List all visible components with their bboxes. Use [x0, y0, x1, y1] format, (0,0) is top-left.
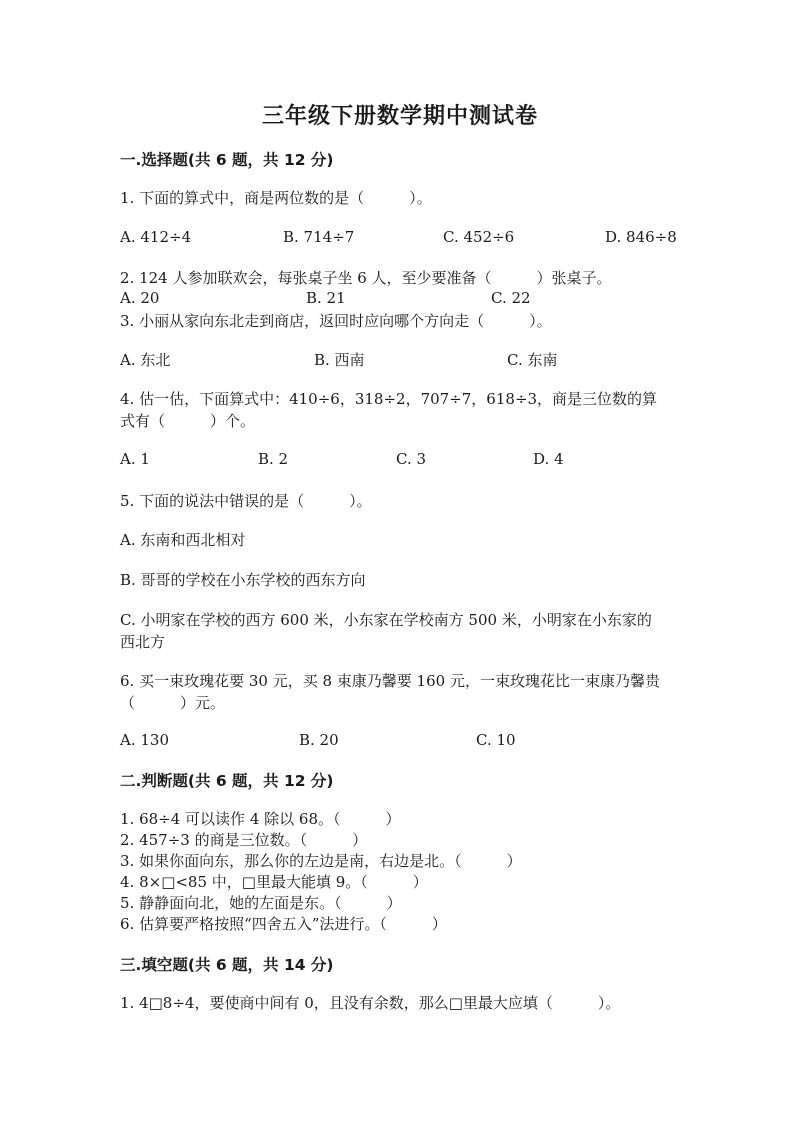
- option-b: B. 哥哥的学校在小东学校的西东方向: [120, 571, 366, 589]
- question-4-line-1: 4. 估一估，下面算式中：410÷6，318÷2，707÷7，618÷3，商是三位数的算: [120, 390, 658, 408]
- question-1: 1. 下面的算式中，商是两位数的是（ ）。: [120, 189, 432, 207]
- option-b: B. 714÷7: [283, 228, 355, 246]
- option-a: A. 东南和西北相对: [120, 531, 246, 549]
- option-a: A. 1: [120, 450, 150, 468]
- option-c: C. 22: [491, 289, 531, 307]
- option-d: D. 846÷8: [605, 228, 677, 246]
- page-title: 三年级下册数学期中测试卷: [261, 103, 538, 129]
- option-a: A. 东北: [120, 351, 171, 369]
- option-a: A. 20: [120, 289, 160, 307]
- judgment-item: 5. 静静面向北，她的左面是东。（ ）: [120, 894, 402, 912]
- question-3: 3. 小丽从家向东北走到商店，返回时应向哪个方向走（ ）。: [120, 312, 552, 330]
- section-heading-fill-blank: 三.填空题(共 6 题，共 14 分): [120, 956, 334, 974]
- question-6-line-1: 6. 买一束玫瑰花要 30 元，买 8 束康乃馨要 160 元，一束玫瑰花比一束康乃馨贵: [120, 672, 660, 690]
- option-b: B. 西南: [314, 351, 365, 369]
- option-b: B. 2: [258, 450, 289, 468]
- question-6-line-2: （ ）元。: [120, 694, 226, 712]
- option-b: B. 20: [299, 731, 339, 749]
- option-d: D. 4: [533, 450, 564, 468]
- option-c-line-2: 西北方: [120, 633, 166, 651]
- question-5: 5. 下面的说法中错误的是（ ）。: [120, 492, 372, 510]
- option-c-line-1: C. 小明家在学校的西方 600 米，小东家在学校南方 500 米，小明家在小东家的: [120, 611, 652, 629]
- option-c: C. 东南: [507, 351, 558, 369]
- option-c: C. 3: [396, 450, 427, 468]
- option-c: C. 452÷6: [443, 228, 515, 246]
- judgment-item: 2. 457÷3 的商是三位数。（ ）: [120, 831, 368, 849]
- option-a: A. 130: [120, 731, 169, 749]
- section-heading-choice: 一.选择题(共 6 题，共 12 分): [120, 151, 334, 169]
- section-heading-true-false: 二.判断题(共 6 题，共 12 分): [120, 772, 334, 790]
- option-c: C. 10: [476, 731, 516, 749]
- judgment-item: 4. 8×□<85 中，□里最大能填 9。（ ）: [120, 873, 428, 891]
- fill-blank-question-1: 1. 4□8÷4，要使商中间有 0，且没有余数，那么□里最大应填（ ）。: [120, 994, 621, 1012]
- option-b: B. 21: [306, 289, 346, 307]
- option-a: A. 412÷4: [120, 228, 192, 246]
- judgment-item: 3. 如果你面向东，那么你的左边是南，右边是北。（ ）: [120, 852, 522, 870]
- judgment-item: 6. 估算要严格按照“四舍五入”法进行。（ ）: [120, 915, 447, 933]
- question-4-line-2: 式有（ ）个。: [120, 412, 256, 430]
- question-2: 2. 124 人参加联欢会，每张桌子坐 6 人，至少要准备（ ）张桌子。: [120, 269, 612, 287]
- judgment-item: 1. 68÷4 可以读作 4 除以 68。（ ）: [120, 810, 401, 828]
